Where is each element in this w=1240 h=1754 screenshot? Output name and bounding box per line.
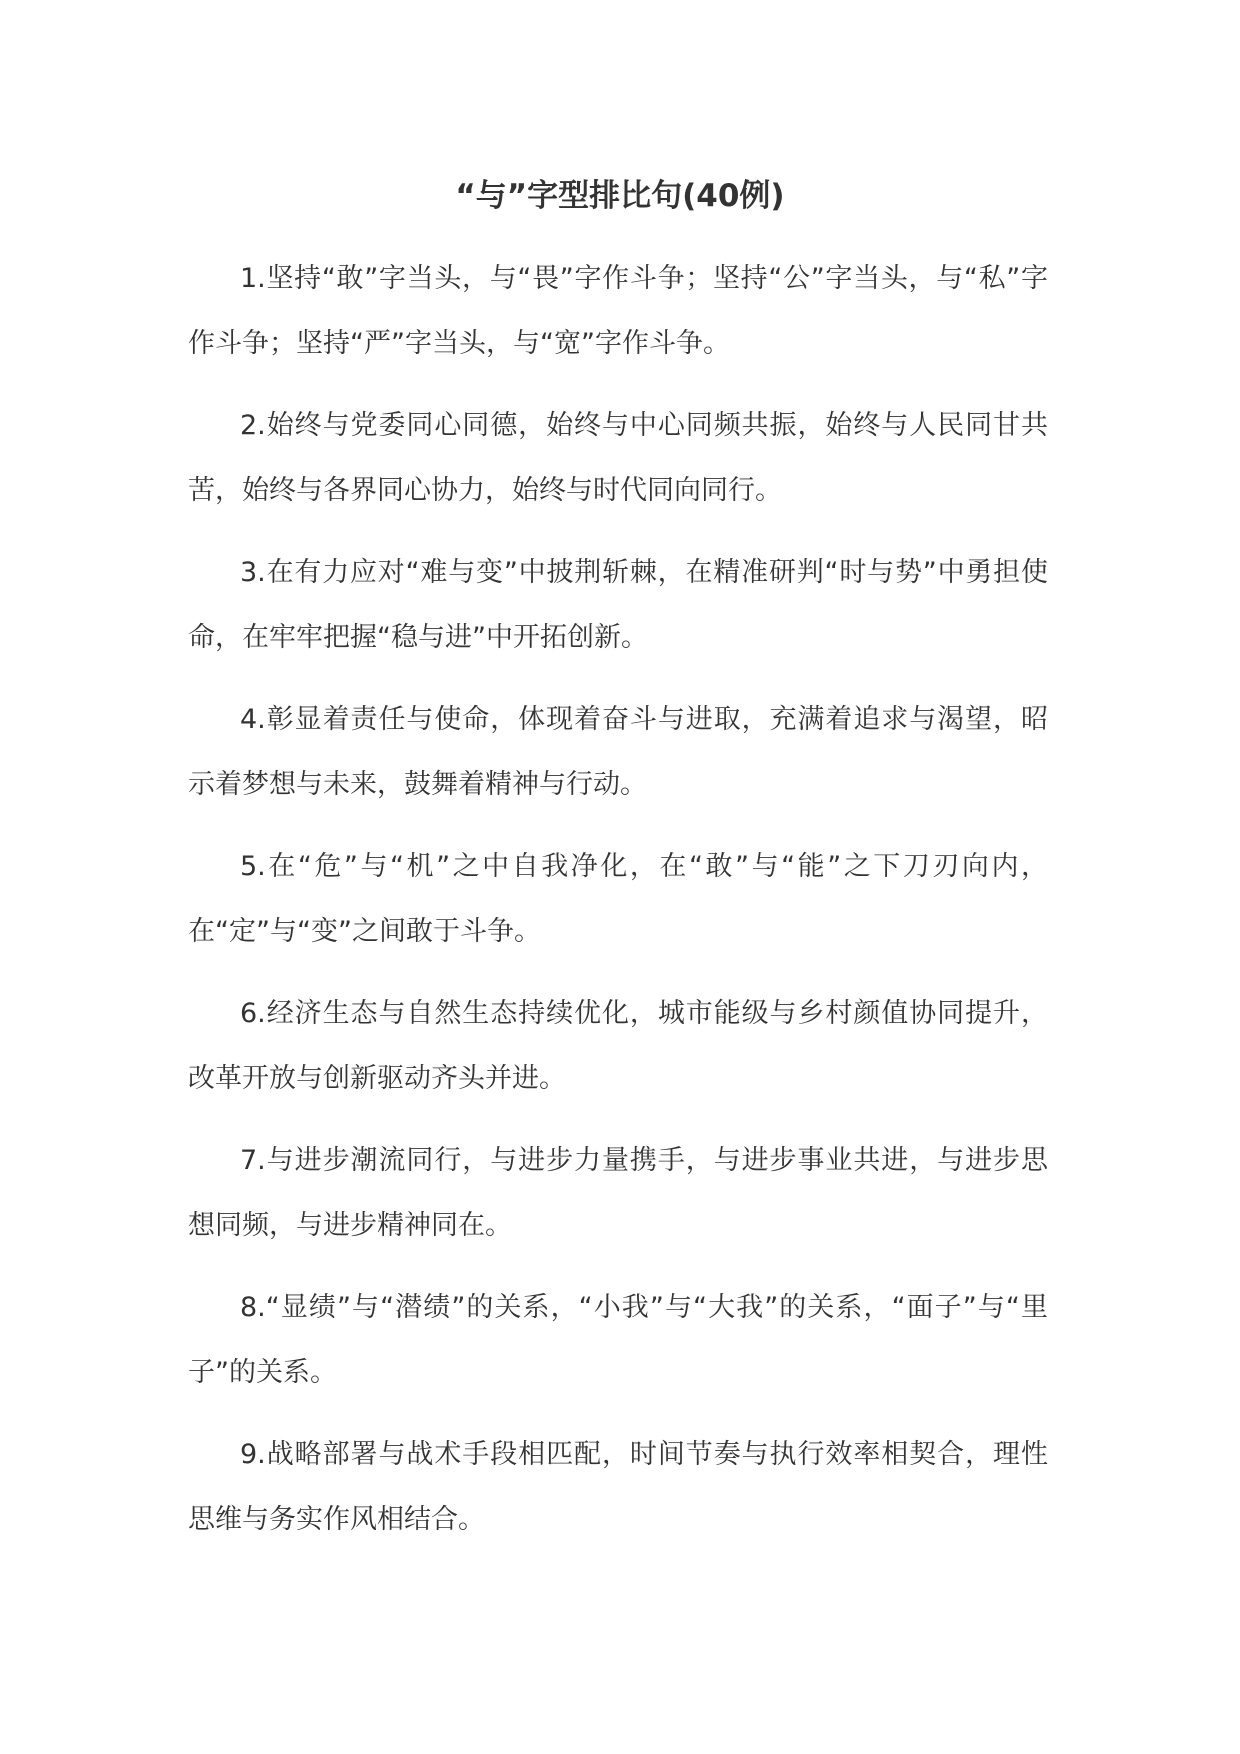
- paragraph-6: 6.经济生态与自然生态持续优化，城市能级与乡村颜值协同提升，改革开放与创新驱动齐头并进。: [188, 998, 1048, 1094]
- paragraph-7: 7.与进步潮流同行，与进步力量携手，与进步事业共进，与进步思想同频，与进步精神同在。: [188, 1145, 1048, 1241]
- document-body: [188, 246, 1048, 1569]
- paragraph-8: 8.“显绩”与“潜绩”的关系，“小我”与“大我”的关系，“面子”与“里子”的关系。: [188, 1292, 1048, 1388]
- paragraph-4: 4.彰显着责任与使命，体现着奋斗与进取，充满着追求与渴望，昭示着梦想与未来，鼓舞着精神与行动。: [188, 704, 1048, 800]
- paragraph-2: 2.始终与党委同心同德，始终与中心同频共振，始终与人民同甘共苦，始终与各界同心协力，始终与时代同向同行。: [188, 410, 1048, 506]
- paragraph-3: 3.在有力应对“难与变”中披荆斩棘，在精准研判“时与势”中勇担使命，在牢牢把握“稳与进”中开拓创新。: [188, 557, 1048, 653]
- paragraph-5: 5.在“危”与“机”之中自我净化，在“敢”与“能”之下刀刃向内，在“定”与“变”之间敢于斗争。: [188, 851, 1048, 947]
- document-title: “与”字型排比句(40例): [455, 178, 785, 214]
- paragraph-1: 1.坚持“敢”字当头，与“畏”字作斗争；坚持“公”字当头，与“私”字作斗争；坚持“严”字当头，与“宽”字作斗争。: [188, 263, 1048, 359]
- paragraph-9: 9.战略部署与战术手段相匹配，时间节奏与执行效率相契合，理性思维与务实作风相结合。: [188, 1439, 1048, 1535]
